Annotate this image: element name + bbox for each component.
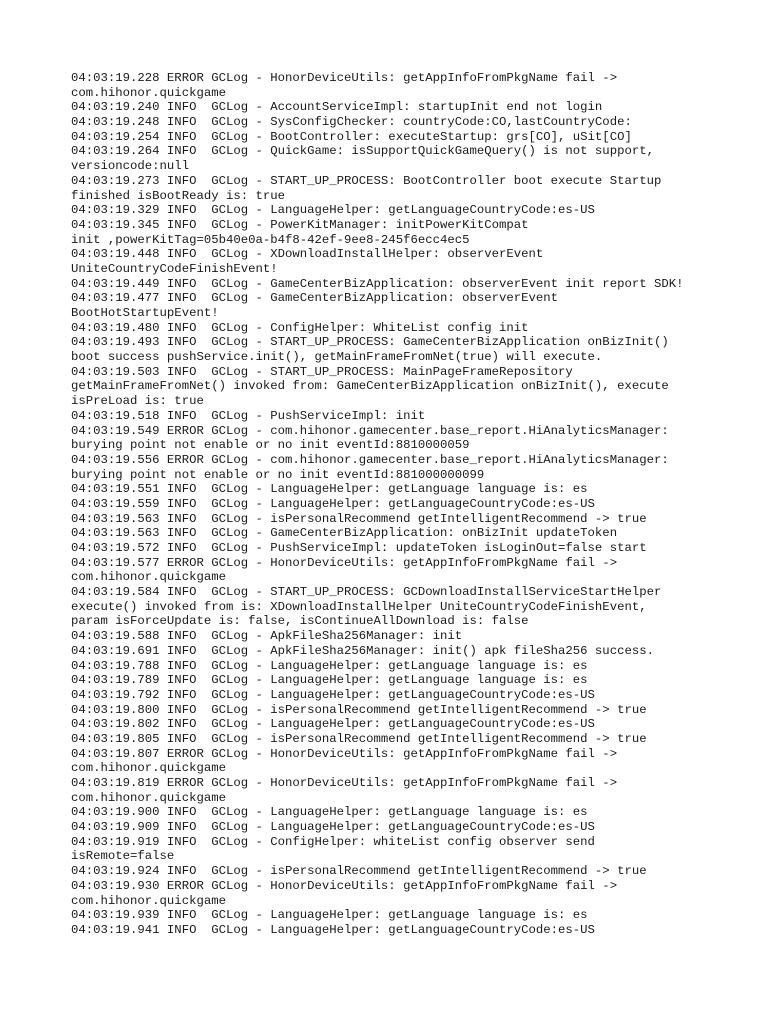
log-line: 04:03:19.805 INFO GCLog - isPersonalRecommend getIntelligentRecommend -> true	[71, 731, 647, 746]
log-line: com.hihonor.quickgame	[71, 570, 226, 585]
log-line: com.hihonor.quickgame	[71, 790, 226, 805]
log-line: 04:03:19.559 INFO GCLog - LanguageHelper: getLanguageCountryCode:es-US	[71, 496, 595, 511]
log-line: 04:03:19.551 INFO GCLog - LanguageHelper: getLanguage language is: es	[71, 482, 588, 497]
log-line: 04:03:19.563 INFO GCLog - isPersonalRecommend getIntelligentRecommend -> true	[71, 511, 647, 526]
log-line: param isForceUpdate is: false, isContinueAllDownload is: false	[71, 614, 529, 629]
log-line: 04:03:19.493 INFO GCLog - START_UP_PROCESS: GameCenterBizApplication onBizInit()	[71, 335, 669, 350]
log-line: isRemote=false	[71, 849, 175, 864]
log-line: burying point not enable or no init eventId:8810000059	[71, 438, 470, 453]
log-line: isPreLoad is: true	[71, 394, 204, 409]
log-line: UniteCountryCodeFinishEvent!	[71, 261, 278, 276]
log-line: 04:03:19.924 INFO GCLog - isPersonalRecommend getIntelligentRecommend -> true	[71, 864, 647, 879]
log-line: BootHotStartupEvent!	[71, 306, 219, 320]
log-line: init ,powerKitTag=05b40e0a-b4f8-42ef-9ee8-245f6ecc4ec5	[71, 232, 470, 247]
log-line: burying point not enable or no init eventId:881000000099	[71, 467, 485, 482]
log-line: 04:03:19.939 INFO GCLog - LanguageHelper: getLanguage language is: es	[71, 908, 588, 923]
log-line: 04:03:19.941 INFO GCLog - LanguageHelper: getLanguageCountryCode:es-US	[71, 922, 595, 937]
log-line: 04:03:19.448 INFO GCLog - XDownloadInstallHelper: observerEvent	[71, 247, 544, 262]
log-text-body	[71, 71, 711, 938]
log-line: 04:03:19.273 INFO GCLog - START_UP_PROCESS: BootController boot execute Startup	[71, 173, 662, 188]
log-line: execute() invoked from is: XDownloadInstallHelper UniteCountryCodeFinishEvent,	[71, 599, 647, 614]
log-line: 04:03:19.477 INFO GCLog - GameCenterBizApplication: observerEvent	[71, 291, 559, 306]
log-line: 04:03:19.691 INFO GCLog - ApkFileSha256Manager: init() apk fileSha256 success.	[71, 643, 654, 658]
log-line: 04:03:19.800 INFO GCLog - isPersonalRecommend getIntelligentRecommend -> true	[71, 702, 647, 717]
log-line: 04:03:19.503 INFO GCLog - START_UP_PROCESS: MainPageFrameRepository	[71, 364, 573, 379]
log-line: versioncode:null	[71, 159, 190, 174]
log-line: 04:03:19.588 INFO GCLog - ApkFileSha256Manager: init	[71, 629, 463, 644]
log-line: 04:03:19.518 INFO GCLog - PushServiceImpl: init	[71, 408, 426, 423]
log-line: 04:03:19.254 INFO GCLog - BootController: executeStartup: grs[CO], uSit[CO]	[71, 129, 632, 144]
log-line: 04:03:19.792 INFO GCLog - LanguageHelper: getLanguageCountryCode:es-US	[71, 687, 595, 702]
log-line: 04:03:19.329 INFO GCLog - LanguageHelper: getLanguageCountryCode:es-US	[71, 203, 595, 218]
log-line: 04:03:19.480 INFO GCLog - ConfigHelper: WhiteList config init	[71, 320, 529, 335]
log-line: finished isBootReady is: true	[71, 188, 286, 203]
log-line: 04:03:19.900 INFO GCLog - LanguageHelper: getLanguage language is: es	[71, 805, 588, 820]
log-line: boot success pushService.init(), getMainFrameFromNet(true) will execute.	[71, 350, 603, 365]
log-line: 04:03:19.264 INFO GCLog - QuickGame: isSupportQuickGameQuery() is not support,	[71, 144, 654, 159]
log-line: 04:03:19.556 ERROR GCLog - com.hihonor.gamecenter.base_report.HiAnalyticsManager:	[71, 452, 669, 467]
log-line: 04:03:19.930 ERROR GCLog - HonorDeviceUtils: getAppInfoFromPkgName fail ->	[71, 878, 618, 893]
log-line: 04:03:19.240 INFO GCLog - AccountServiceImpl: startupInit end not login	[71, 100, 603, 115]
log-line: com.hihonor.quickgame	[71, 893, 226, 908]
log-line: 04:03:19.802 INFO GCLog - LanguageHelper: getLanguageCountryCode:es-US	[71, 717, 595, 732]
log-line: getMainFrameFromNet() invoked from: GameCenterBizApplication onBizInit(), execute	[71, 379, 669, 394]
log-line: 04:03:19.788 INFO GCLog - LanguageHelper: getLanguage language is: es	[71, 658, 588, 673]
log-line: 04:03:19.577 ERROR GCLog - HonorDeviceUtils: getAppInfoFromPkgName fail ->	[71, 555, 618, 570]
log-line: 04:03:19.549 ERROR GCLog - com.hihonor.gamecenter.base_report.HiAnalyticsManager:	[71, 423, 669, 438]
log-line: 04:03:19.248 INFO GCLog - SysConfigChecker: countryCode:CO,lastCountryCode:	[71, 115, 632, 130]
log-line: 04:03:19.345 INFO GCLog - PowerKitManager: initPowerKitCompat	[71, 217, 529, 232]
log-line: com.hihonor.quickgame	[71, 761, 226, 776]
log-line: 04:03:19.449 INFO GCLog - GameCenterBizApplication: observerEvent init report SDK!	[71, 276, 684, 291]
log-line: 04:03:19.228 ERROR GCLog - HonorDeviceUtils: getAppInfoFromPkgName fail ->	[71, 71, 618, 85]
log-line: com.hihonor.quickgame	[71, 85, 226, 100]
log-line: 04:03:19.584 INFO GCLog - START_UP_PROCESS: GCDownloadInstallServiceStartHelper	[71, 585, 662, 600]
log-line: 04:03:19.807 ERROR GCLog - HonorDeviceUtils: getAppInfoFromPkgName fail ->	[71, 746, 618, 761]
log-line: 04:03:19.789 INFO GCLog - LanguageHelper: getLanguage language is: es	[71, 673, 588, 688]
log-line: 04:03:19.909 INFO GCLog - LanguageHelper: getLanguageCountryCode:es-US	[71, 820, 595, 835]
log-line: 04:03:19.819 ERROR GCLog - HonorDeviceUtils: getAppInfoFromPkgName fail ->	[71, 776, 618, 790]
log-line: 04:03:19.572 INFO GCLog - PushServiceImpl: updateToken isLoginOut=false start	[71, 541, 647, 555]
log-line: 04:03:19.563 INFO GCLog - GameCenterBizApplication: onBizInit updateToken	[71, 526, 618, 541]
log-line: 04:03:19.919 INFO GCLog - ConfigHelper: whiteList config observer send	[71, 834, 595, 849]
